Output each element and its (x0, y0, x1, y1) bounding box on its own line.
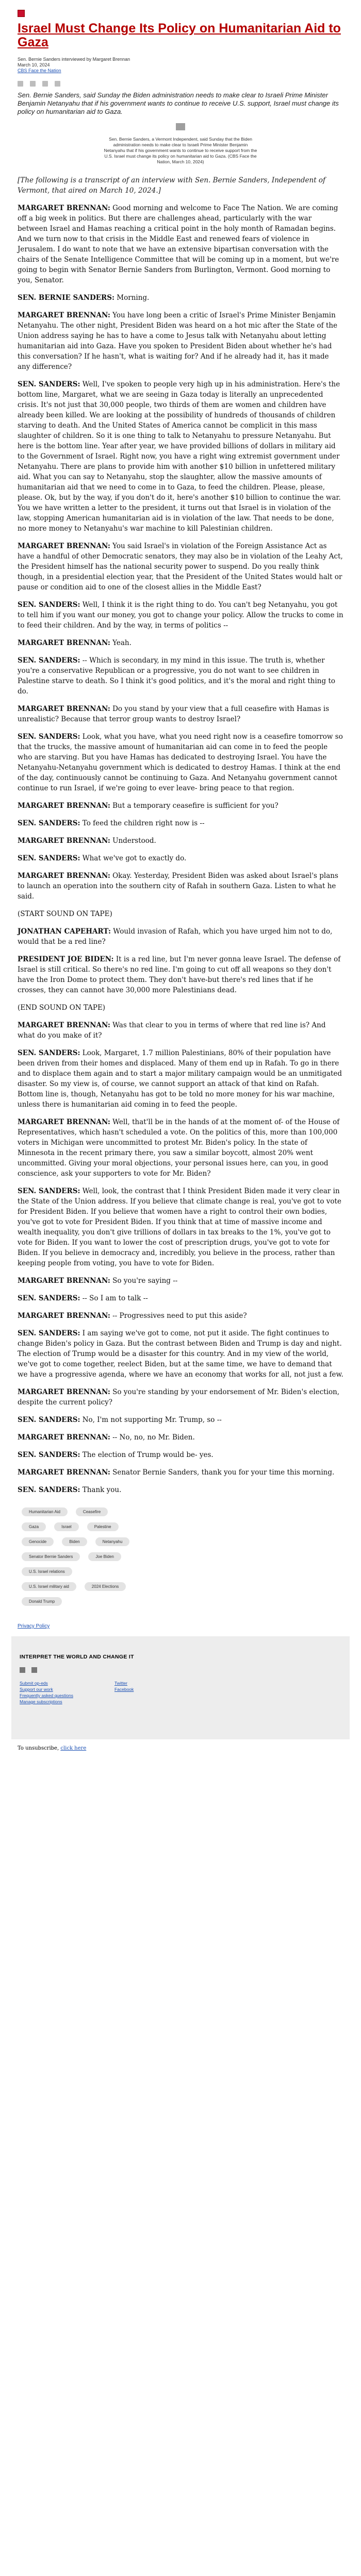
transcript-turn (18, 926, 343, 947)
speaker-name: SEN. SANDERS: (18, 1187, 80, 1195)
tag-pill[interactable]: 2024 Elections (85, 1582, 126, 1591)
speaker-text: So you're saying -- (112, 1277, 178, 1285)
transcript (18, 203, 343, 1495)
transcript-turn (18, 1485, 343, 1495)
speaker-name: MARGARET BRENNAN: (18, 1118, 110, 1126)
tag-row (18, 1505, 343, 1516)
unsubscribe-text: To unsubscribe, (18, 1745, 59, 1751)
transcript-intro: [The following is a transcript of an interview with Sen. Bernie Sanders, Independent of Vermont, that aired on March 10, 2024.] (18, 176, 326, 195)
speaker-name: MARGARET BRENNAN: (18, 1312, 110, 1320)
transcript-turn (18, 704, 343, 724)
speaker-name: MARGARET BRENNAN: (18, 1433, 110, 1442)
speaker-text: Yeah. (112, 639, 132, 647)
stage-direction: (END SOUND ON TAPE) (18, 1004, 106, 1012)
article-meta (18, 57, 343, 74)
article-title[interactable]: Israel Must Change Its Policy on Humanitarian Aid to Gaza (18, 21, 341, 49)
speaker-text: Well, I think it is the right thing to do. You can't beg Netanyahu, you got to tell him if you want our money, you got to change your policy. Allow the trucks to come in to feed their children. And by the way, in terms of politics -- (18, 601, 343, 630)
transcript-turn (18, 954, 343, 995)
speaker-text: No, I'm not supporting Mr. Trump, so -- (82, 1416, 222, 1424)
footer-link[interactable]: Twitter (114, 1681, 127, 1686)
speaker-text: Senator Bernie Sanders, thank you for your time this morning. (112, 1468, 335, 1477)
footer-link[interactable]: Frequently asked questions (20, 1693, 73, 1698)
speaker-text: Thank you. (82, 1486, 122, 1494)
speaker-name: MARGARET BRENNAN: (18, 1468, 110, 1477)
speaker-name: MARGARET BRENNAN: (18, 1388, 110, 1396)
footer (18, 1623, 343, 1751)
speaker-text: Well, look, the contrast that I think President Biden made it very clear in the State of the Union address. If you believe that climate change is real, you've got to vote for President Biden. If you believe that women have a right to control their own bodies, you've got to vote for President Biden. If you think that at time of massive income and wealth inequality, you don't give trillions of dollars in tax breaks to the 1%, you've got to vote for Biden. If you want to lower the cost of prescription drugs, you've got to vote for Biden. If you believe in democracy and, incredibly, you believe in the process, rather than keeping people from voting, you have to vote for Biden. (18, 1187, 341, 1267)
transcript-turn (18, 638, 343, 648)
speaker-text: Understood. (112, 837, 156, 845)
speaker-name: SEN. SANDERS: (18, 380, 80, 388)
speaker-name: MARGARET BRENNAN: (18, 837, 110, 845)
tag-pill[interactable]: Genocide (22, 1537, 54, 1546)
transcript-turn (18, 836, 343, 846)
footer-link[interactable]: Support our work (20, 1687, 53, 1692)
transcript-turn (18, 1293, 343, 1303)
share-icons (18, 79, 343, 85)
tag-row (18, 1595, 343, 1606)
transcript-turn (18, 853, 343, 863)
speaker-name: MARGARET BRENNAN: (18, 542, 110, 550)
article-lede: Sen. Bernie Sanders, said Sunday the Biden administration needs to make clear to Israeli Prime Minister Benjamin Netanyahu that if his government wants to continue to receive U.S. support, Israel must change its policy on humanitarian aid to Gaza. (18, 91, 339, 115)
transcript-turn (18, 1328, 343, 1380)
speaker-name: SEN. SANDERS: (18, 854, 80, 862)
speaker-text: Would invasion of Rafah, which you have urged him not to do, would that be a red line? (18, 927, 333, 946)
speaker-name: SEN. SANDERS: (18, 733, 80, 741)
share-twitter-icon[interactable] (30, 81, 36, 87)
speaker-text: Morning. (117, 294, 150, 302)
unsubscribe-link[interactable]: click here (60, 1745, 87, 1751)
transcript-turn (18, 818, 343, 828)
speaker-name: PRESIDENT JOE BIDEN: (18, 955, 114, 963)
speaker-name: SEN. SANDERS: (18, 1451, 80, 1459)
tag-pill[interactable]: U.S. Israel relations (22, 1567, 72, 1576)
footer-panel (11, 1636, 350, 1739)
speaker-name: SEN. BERNIE SANDERS: (18, 294, 114, 302)
footer-links-col1 (20, 1680, 73, 1705)
speaker-text: I am saying we've got to come, not put it aside. The fight continues to change Biden's policy in Gaza. But the contrast between Biden and Trump is day and night. The election of Trump would be a disaster for this country. And in my view of the world, we've got to come together, reelect Biden, but at the same time, we have to demand that we have a progressive agenda, where we have an economy that works for all, not just a few. (18, 1329, 343, 1379)
speaker-text: You have long been a critic of Israel's Prime Minister Benjamin Netanyahu. The other night, President Biden was heard on a hot mic after the State of the Union address saying he has to have a come to Jesus talk with Netanyahu about letting humanitarian aid into Gaza. Have you spoken to President Biden about whether he's had this conversation? If he hasn't, what is waiting for? And if he already had it, has it made any difference? (18, 311, 338, 371)
speaker-name: SEN. SANDERS: (18, 1486, 80, 1494)
tag-row (18, 1565, 343, 1576)
footer-links-col2 (114, 1680, 134, 1705)
transcript-turn (18, 655, 343, 697)
tag-row (18, 1520, 343, 1531)
tag-list (18, 1505, 343, 1606)
logo-row (18, 9, 343, 16)
article-page (11, 0, 350, 1751)
transcript-turn (18, 1432, 343, 1443)
speaker-text: But a temporary ceasefire is sufficient for you? (112, 802, 278, 810)
source-link[interactable]: CBS Face the Nation (18, 68, 61, 73)
tag-pill[interactable]: U.S. Israel military aid (22, 1582, 76, 1591)
speaker-text: Good morning and welcome to Face The Nation. We are coming off a big week in politics. But there are challenges ahead, particularly with the war between Israel and Hamas reaching a critical point in the holy month of Ramadan begins. And we turn now to that crisis in the Middle East and renewed fears of violence in Jerusalem. I do want to note that we have an extensive bipartisan conversation with the chairs of the Senate Intelligence Committee that will be coming up in a moment, but we're going to begin with Senator Bernie Sanders from Burlington, Vermont. Good morning to you, Senator. (18, 204, 339, 284)
byline: Sen. Bernie Sanders interviewed by Margaret Brennan (18, 57, 130, 62)
tag-pill[interactable]: Humanitarian Aid (22, 1507, 68, 1516)
share-print-icon[interactable] (55, 81, 60, 87)
transcript-turn (18, 1276, 343, 1286)
speaker-name: SEN. SANDERS: (18, 656, 80, 665)
speaker-text: What we've got to exactly do. (82, 854, 187, 862)
footer-link[interactable]: Facebook (114, 1687, 134, 1692)
speaker-text: The election of Trump would be- yes. (82, 1451, 214, 1459)
transcript-turn (18, 379, 343, 534)
footer-link[interactable]: Manage subscriptions (20, 1699, 62, 1704)
transcript-turn (18, 1020, 343, 1041)
speaker-text: Look, Margaret, 1.7 million Palestinians, 80% of their population have been driven from their homes and displaced. Many of them end up in Rafah. To go in there and to displace them again and to start a major military campaign would be an unmitigated disaster. So my view is, of course, we cannot support an attack of that kind on Rafah. Bottom line is, though, Netanyahu has got to be told no more money for his war machine, unless there is humanitarian aid coming in to feed the people. (18, 1049, 342, 1109)
transcript-turn (18, 1387, 343, 1408)
speaker-text: Look, what you have, what you need right now is a ceasefire tomorrow so that the trucks, the massive amount of humanitarian aid can come in to feed the people who are starving. But you have Hamas has dedicated to destroying Israel. You have the Netanyahu-Netanyahu government which is dedicated to destroy Hamas. I think at the end of the day, continuously cannot be continuing to Gaza. And Netanyahu government cannot continue to run Israel, if we're going to ever leave- bring peace to that region. (18, 733, 343, 792)
footer-facebook-icon[interactable] (31, 1667, 37, 1673)
transcript-turn (18, 203, 343, 285)
speaker-name: MARGARET BRENNAN: (18, 1021, 110, 1029)
speaker-text: -- So I am to talk -- (82, 1294, 148, 1302)
speaker-text: -- No, no, no Mr. Biden. (112, 1433, 195, 1442)
tag-pill[interactable]: Biden (62, 1537, 87, 1546)
transcript-turn (18, 1186, 343, 1268)
tag-pill[interactable]: Netanyahu (95, 1537, 130, 1546)
article-photo (176, 123, 185, 130)
tag-pill[interactable]: Senator Bernie Sanders (22, 1552, 80, 1561)
unsubscribe-line (18, 1745, 343, 1751)
footer-link[interactable]: Submit op-eds (20, 1681, 48, 1686)
speaker-text: You said Israel's in violation of the Foreign Assistance Act as have a handful of other Democratic senators, they may also be in violation of the Leahy Act, the President himself has the national security power to suspend. Do you really think though, in a presidential election year, that the President of the United States would halt or pause or condition aid to one of the closest allies in the Middle East? (18, 542, 343, 591)
speaker-text: Well, I've spoken to people very high up in his administration. Here's the bottom line, Margaret, what we are seeing in Gaza today is literally an unprecedented crisis. It's not just that 30,000 people, two thirds of them are women and children have already been killed. We are looking at the possibility of hundreds of thousands of children starving to death. And the United States of America cannot be complicit in this mass slaughter of children. So it is one thing to talk to Netanyahu to pressure Netanyahu. But here is the bottom line. Year after year, we have provided billions of dollars in military aid to the Government of Israel. Right now, you have a right wing extremist government under Netanyahu. There are plans to provide him with another $10 billion in unfettered military aid. What you can say to Netanyahu, stop the slaughter, allow the massive amounts of humanitarian aid that we need to come in to Gaza, to feed the children. Please, please, please. Ok, but by the way, if you don't do it, here's another $10 billion to continue the war. You we have written a letter to the president, it turns out that Israel is in violation of the law, stopping American humanitarian aid is in violation of the law. That needs to be done, no more money to Netanyahu's war machine to kill Palestinian children. (18, 380, 341, 533)
tag-pill[interactable]: Gaza (22, 1522, 46, 1531)
transcript-turn (18, 1415, 343, 1425)
transcript-turn (18, 1117, 343, 1179)
site-logo-icon[interactable] (18, 10, 25, 17)
transcript-turn (18, 801, 343, 811)
speaker-text: -- Progressives need to put this aside? (112, 1312, 247, 1320)
transcript-turn (18, 600, 343, 631)
tag-row (18, 1550, 343, 1561)
speaker-text: Okay. Yesterday, President Biden was asked about Israel's plans to launch an operation into the southern city of Rafah in southern Gaza. Listen to what he said. (18, 872, 338, 901)
transcript-turn (18, 871, 343, 902)
share-facebook-icon[interactable] (18, 81, 23, 87)
speaker-name: MARGARET BRENNAN: (18, 705, 110, 713)
speaker-name: SEN. SANDERS: (18, 1049, 80, 1057)
photo-block (18, 123, 343, 165)
tag-row (18, 1580, 343, 1591)
tag-pill[interactable]: Joe Biden (88, 1552, 121, 1561)
speaker-name: MARGARET BRENNAN: (18, 311, 110, 319)
speaker-text: -- Which is secondary, in my mind in this issue. The truth is, whether you're a conservative Republican or a progressive, you do not want to see children in Palestine starve to death. So I think it's good politics, and it's the moral and right thing to do. (18, 656, 335, 696)
speaker-text: So you're standing by your endorsement of Mr. Biden's election, despite the current policy? (18, 1388, 340, 1406)
tag-pill[interactable]: Ceasefire (76, 1507, 108, 1516)
share-email-icon[interactable] (42, 81, 48, 87)
speaker-text: Was that clear to you in terms of where that red line is? And what do you make of it? (18, 1021, 326, 1040)
speaker-name: SEN. SANDERS: (18, 1294, 80, 1302)
speaker-name: MARGARET BRENNAN: (18, 639, 110, 647)
speaker-name: SEN. SANDERS: (18, 601, 80, 609)
footer-tagline: INTERPRET THE WORLD AND CHANGE IT (20, 1654, 134, 1660)
transcript-turn (18, 1467, 343, 1478)
speaker-text: Do you stand by your view that a full ceasefire with Hamas is unrealistic? Because that terror group wants to destroy Israel? (18, 705, 330, 723)
transcript-turn (18, 541, 343, 592)
speaker-name: MARGARET BRENNAN: (18, 802, 110, 810)
tag-pill[interactable]: Donald Trump (22, 1597, 62, 1606)
transcript-turn (18, 1048, 343, 1110)
tag-pill[interactable]: Palestine (87, 1522, 119, 1531)
transcript-turn (18, 310, 343, 372)
speaker-name: SEN. SANDERS: (18, 819, 80, 827)
speaker-name: JONATHAN CAPEHART: (18, 927, 111, 936)
speaker-name: SEN. SANDERS: (18, 1329, 80, 1337)
speaker-text: Well, that'll be in the hands of at the moment of- of the House of Representatives, which hasn't scheduled a vote. On the politics of this, more than 100,000 voters in Michigan were uncommitted to protest Mr. Biden's policy. In the state of Minnesota in the recent primary there, you saw a similar boycott, almost 20% went uncommitted. Giving your moral objections, your personal issues here, can you, in good conscience, ask your supporters to vote for Mr. Biden? (18, 1118, 340, 1178)
speaker-text: It is a red line, but I'm never gonna leave Israel. The defense of Israel is still critical. So there's no red line. I'm going to cut off all weapons so they don't have the Iron Dome to protect them. They don't have-but there's red lines that if he crosses, they can cannot have 30,000 more Palestinians dead. (18, 955, 341, 994)
speaker-name: MARGARET BRENNAN: (18, 872, 110, 880)
tag-row (18, 1535, 343, 1546)
publish-date: March 10, 2024 (18, 62, 50, 67)
tag-pill[interactable]: Israel (54, 1522, 79, 1531)
footer-social-icons (20, 1665, 341, 1675)
photo-caption: Sen. Bernie Sanders, a Vermont Independent, said Sunday that the Biden administration needs to make clear to Israeli Prime Minister Benjamin Netanyahu that if his government wants to continue to receive support from the U.S. Israel must change its policy on humanitarian aid to Gaza. (CBS Face the Nation, March 10, 2024) (104, 137, 257, 164)
speaker-name: MARGARET BRENNAN: (18, 204, 110, 212)
transcript-turn (18, 293, 343, 303)
transcript-turn (18, 1450, 343, 1460)
privacy-policy-link[interactable]: Privacy Policy (18, 1623, 50, 1629)
footer-links (20, 1680, 341, 1705)
speaker-name: SEN. SANDERS: (18, 1416, 80, 1424)
stage-direction: (START SOUND ON TAPE) (18, 910, 112, 918)
transcript-turn (18, 732, 343, 793)
transcript-turn (18, 1311, 343, 1321)
footer-twitter-icon[interactable] (20, 1667, 25, 1673)
speaker-name: MARGARET BRENNAN: (18, 1277, 110, 1285)
speaker-text: To feed the children right now is -- (82, 819, 205, 827)
